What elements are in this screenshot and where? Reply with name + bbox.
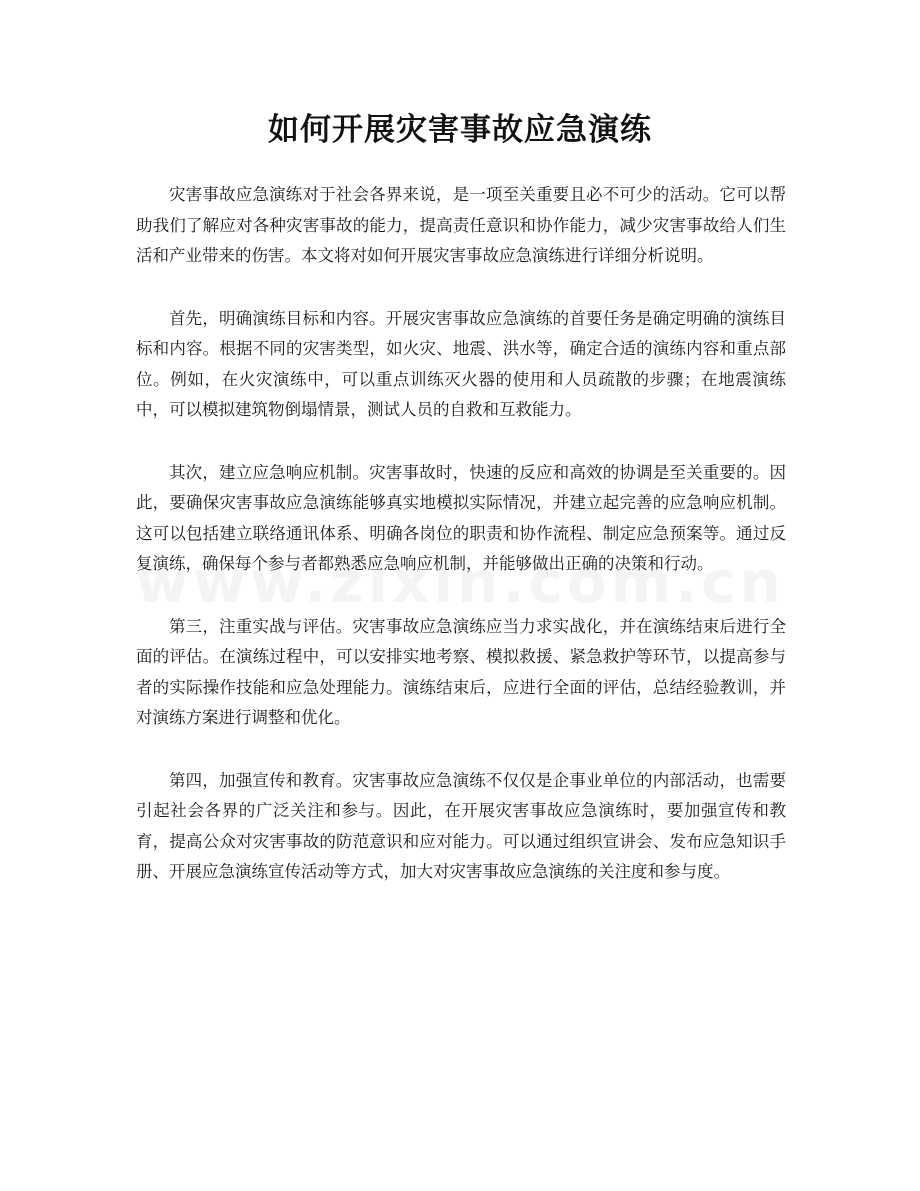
document-body (136, 180, 786, 920)
paragraph-fourth: 第四，加强宣传和教育。灾害事故应急演练不仅仅是企事业单位的内部活动，也需要引起社会各界的广泛关注和参与。因此，在开展灾害事故应急演练时，要加强宣传和教育，提高公众对灾害事故的防范意识和应对能力。可以通过组织宣讲会、发布应急知识手册、开展应急演练宣传活动等方式，加大对灾害事故应急演练的关注度和参与度。 (136, 770, 786, 881)
paragraph-second: 其次，建立应急响应机制。灾害事故时，快速的反应和高效的协调是至关重要的。因此，要确保灾害事故应急演练能够真实地模拟实际情况，并建立起完善的应急响应机制。这可以包括建立联络通讯体系、明确各岗位的职责和协作流程、制定应急预案等。通过反复演练，确保每个参与者都熟悉应急响应机制，并能够做出正确的决策和行动。 (136, 462, 786, 573)
paragraph-intro: 灾害事故应急演练对于社会各界来说，是一项至关重要且必不可少的活动。它可以帮助我们了解应对各种灾害事故的能力，提高责任意识和协作能力，减少灾害事故给人们生活和产业带来的伤害。本文将对如何开展灾害事故应急演练进行详细分析说明。 (136, 185, 786, 265)
paragraph-first: 首先，明确演练目标和内容。开展灾害事故应急演练的首要任务是确定明确的演练目标和内容。根据不同的灾害类型，如火灾、地震、洪水等，确定合适的演练内容和重点部位。例如，在火灾演练中，可以重点训练灭火器的使用和人员疏散的步骤；在地震演练中，可以模拟建筑物倒塌情景，测试人员的自救和互救能力。 (136, 308, 786, 419)
document-title: 如何开展灾害事故应急演练 (268, 112, 652, 148)
paragraph-third: 第三，注重实战与评估。灾害事故应急演练应当力求实战化，并在演练结束后进行全面的评估。在演练过程中，可以安排实地考察、模拟救援、紧急救护等环节，以提高参与者的实际操作技能和应急处理能力。演练结束后，应进行全面的评估，总结经验教训，并对演练方案进行调整和优化。 (136, 616, 786, 727)
